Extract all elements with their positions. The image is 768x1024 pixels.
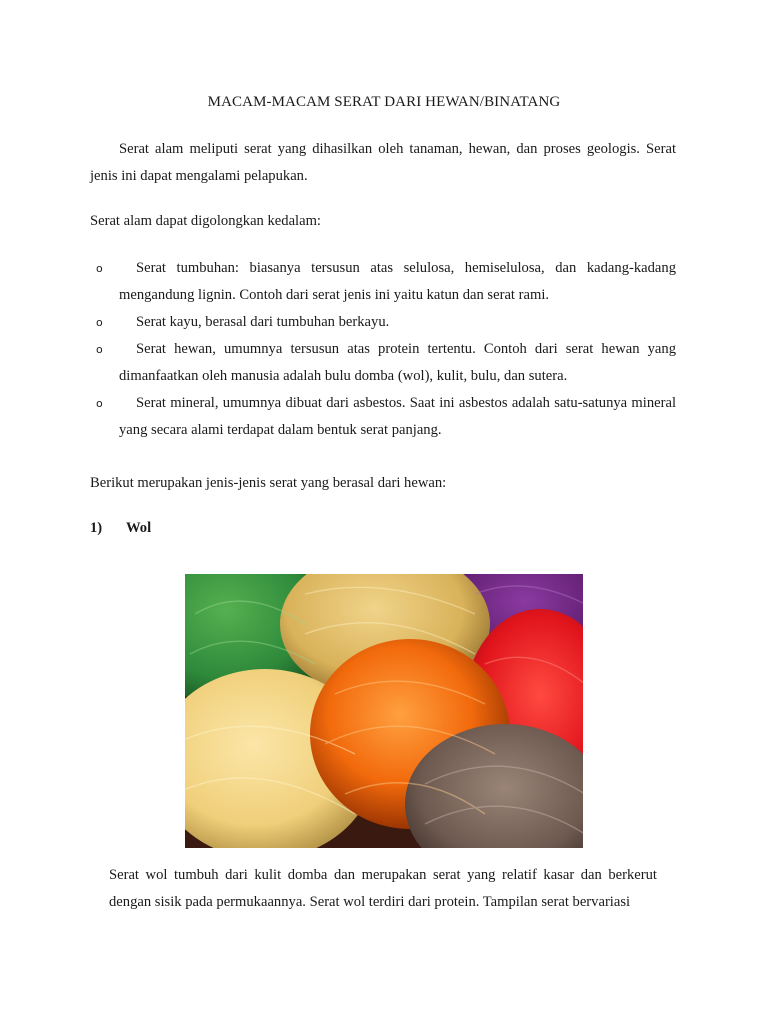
section-heading-wol (90, 520, 151, 537)
list-item (90, 309, 676, 336)
classification-intro: Serat alam dapat digolongkan kedalam: (90, 213, 321, 229)
list-item-text: Serat kayu, berasal dari tumbuhan berkayu. (136, 314, 390, 330)
animal-fiber-intro: Berikut merupakan jenis-jenis serat yang berasal dari hewan: (90, 475, 447, 491)
bullet-marker: o (96, 343, 103, 356)
fiber-type-list (90, 255, 676, 444)
wool-description: Serat wol tumbuh dari kulit domba dan merupakan serat yang relatif kasar dan berkerut dengan sisik pada permukaannya. Serat wol terdiri dari protein. Tampilan serat bervariasi (109, 867, 657, 910)
wool-photo (185, 574, 583, 848)
bullet-marker: o (96, 397, 103, 410)
list-item-text: Serat mineral, umumnya dibuat dari asbestos. Saat ini asbestos adalah satu-satunya mineral yang secara alami terdapat dalam bentuk serat panjang. (119, 395, 676, 438)
intro-paragraph: Serat alam meliputi serat yang dihasilkan oleh tanaman, hewan, dan proses geologis. Serat jenis ini dapat mengalami pelapukan. (90, 141, 676, 184)
list-item-text: Serat hewan, umumnya tersusun atas protein tertentu. Contoh dari serat hewan yang dimanfaatkan oleh manusia adalah bulu domba (wol), kulit, bulu, dan sutera. (119, 341, 676, 384)
section-title: Wol (126, 520, 152, 536)
list-item-text: Serat tumbuhan: biasanya tersusun atas selulosa, hemiselulosa, dan kadang-kadang mengandung lignin. Contoh dari serat jenis ini yaitu katun dan serat rami. (119, 260, 676, 303)
section-number: 1) (90, 520, 103, 536)
list-item (90, 336, 676, 390)
bullet-marker: o (96, 262, 103, 275)
bullet-marker: o (96, 316, 103, 329)
list-item (90, 390, 676, 444)
list-item (90, 255, 676, 309)
document-title: MACAM-MACAM SERAT DARI HEWAN/BINATANG (207, 94, 561, 110)
